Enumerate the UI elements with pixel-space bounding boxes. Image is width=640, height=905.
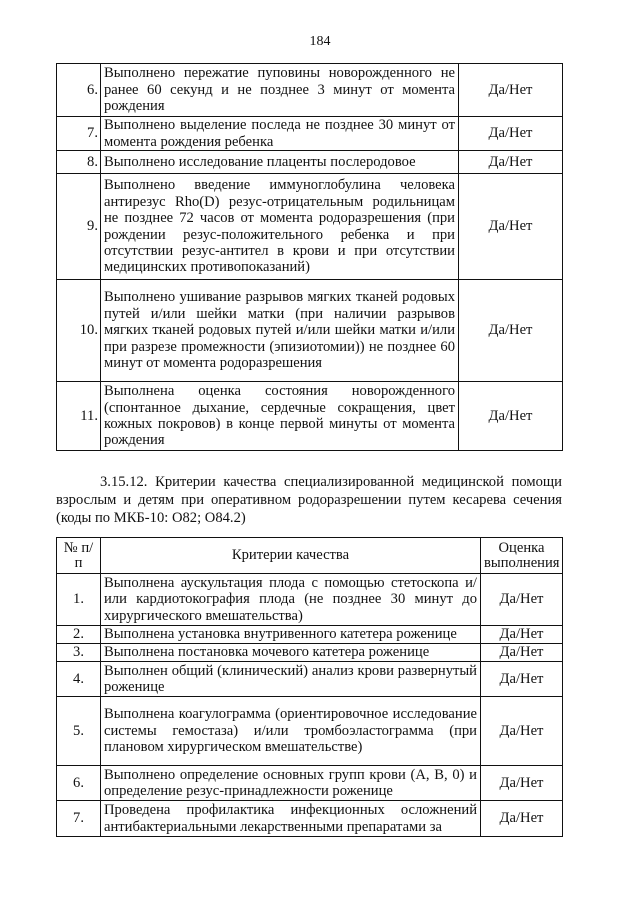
table-row [57,626,563,644]
table-row [57,697,563,766]
table-row [57,280,563,382]
grade-cell: Да/Нет [459,280,563,382]
row-number: 11. [57,382,101,451]
criteria-table [56,537,563,837]
criterion-text: Выполнена установка внутривенного катетера роженице [101,626,481,644]
row-number: 1. [57,574,101,626]
section-heading: 3.15.12. Критерии качества специализированной медицинской помощи взрослым и детям при оперативном родоразрешении путем кесарева сечения (коды по МКБ-10: O82; O84.2) [56,474,562,526]
table-header-row [57,538,563,574]
row-number: 8. [57,151,101,174]
grade-cell: Да/Нет [481,644,563,662]
criteria-table-continued [56,63,563,451]
row-number: 7. [57,117,101,151]
table-row [57,174,563,280]
criterion-text: Выполнена аускультация плода с помощью стетоскопа и/или кардиотокография плода (не позднее 30 минут до хирургического вмешательства) [101,574,481,626]
row-number: 9. [57,174,101,280]
criterion-text: Проведена профилактика инфекционных осложнений антибактериальными лекарственными препаратами за [101,801,481,837]
criterion-text: Выполнено введение иммуноглобулина человека антирезус Rho(D) резус-отрицательным родильницам не позднее 72 часов от момента родоразрешения (при рождении резус-положительного ребенка и при отсутствии резус-антител в крови и при отсутствии медицинских противопоказаний) [101,174,459,280]
row-number: 7. [57,801,101,837]
row-number: 4. [57,662,101,697]
grade-cell: Да/Нет [459,174,563,280]
grade-cell: Да/Нет [459,64,563,117]
row-number: 2. [57,626,101,644]
table-row [57,801,563,837]
grade-cell: Да/Нет [459,151,563,174]
grade-cell: Да/Нет [481,574,563,626]
grade-cell: Да/Нет [481,801,563,837]
page-number: 184 [309,34,331,49]
criterion-text: Выполнено исследование плаценты послеродовое [101,151,459,174]
grade-cell: Да/Нет [481,626,563,644]
row-number: 5. [57,697,101,766]
table-row [57,382,563,451]
column-header-criteria: Критерии качества [101,538,481,574]
grade-cell: Да/Нет [459,117,563,151]
row-number: 6. [57,64,101,117]
table-row [57,574,563,626]
table-row [57,117,563,151]
row-number: 3. [57,644,101,662]
criterion-text: Выполнено пережатие пуповины новорожденного не ранее 60 секунд и не позднее 3 минут от момента рождения [101,64,459,117]
criterion-text: Выполнен общий (клинический) анализ крови развернутый роженице [101,662,481,697]
grade-cell: Да/Нет [481,766,563,801]
criterion-text: Выполнена оценка состояния новорожденного (спонтанное дыхание, сердечные сокращения, цвет кожных покровов) в конце первой минуты от момента рождения [101,382,459,451]
column-header-grade: Оценка выполнения [481,538,563,574]
criterion-text: Выполнено ушивание разрывов мягких тканей родовых путей и/или шейки матки (при наличии разрывов мягких тканей родовых путей и/или шейки матки и/или при разрезе промежности (эпизиотомии)) не позднее 60 минут от момента родоразрешения [101,280,459,382]
row-number: 10. [57,280,101,382]
criterion-text: Выполнена коагулограмма (ориентировочное исследование системы гемостаза) и/или тромбоэластограмма (при плановом хирургическом вмешательстве) [101,697,481,766]
criterion-text: Выполнено выделение последа не позднее 30 минут от момента рождения ребенка [101,117,459,151]
table-row [57,662,563,697]
column-header-number: № п/п [57,538,101,574]
table-row [57,64,563,117]
row-number: 6. [57,766,101,801]
criterion-text: Выполнена постановка мочевого катетера роженице [101,644,481,662]
grade-cell: Да/Нет [481,662,563,697]
grade-cell: Да/Нет [459,382,563,451]
table-row [57,766,563,801]
table-row [57,644,563,662]
grade-cell: Да/Нет [481,697,563,766]
criterion-text: Выполнено определение основных групп крови (A, B, 0) и определение резус-принадлежности роженице [101,766,481,801]
table-row [57,151,563,174]
